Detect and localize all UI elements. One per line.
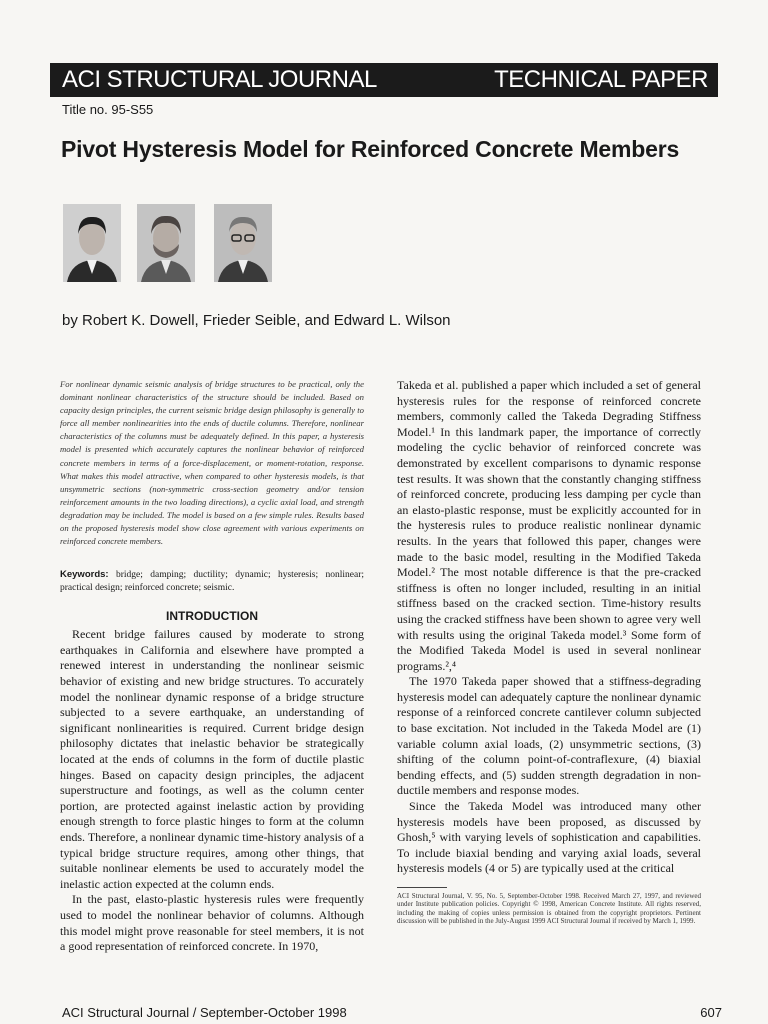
right-column (397, 378, 701, 926)
title-number: Title no. 95-S55 (62, 102, 154, 117)
author-photo-seible (137, 204, 195, 282)
author-line: by Robert K. Dowell, Frieder Seible, and Edward L. Wilson (62, 312, 451, 329)
paragraph: In the past, elasto-plastic hysteresis rules were frequently used to model the nonlinear behavior of columns. Although this model might prove reasonable for steel members, it is not a good representation of reinforced concrete. In 1970, (60, 892, 364, 954)
author-photo-wilson (214, 204, 272, 282)
left-column (60, 378, 364, 955)
footnote-divider (397, 887, 447, 888)
keywords (60, 568, 364, 595)
keywords-list: bridge; damping; ductility; dynamic; hysteresis; nonlinear; practical design; reinforced concrete; seismic. (60, 570, 364, 594)
footnote: ACI Structural Journal, V. 95, No. 5, September-October 1998. Received March 27, 1997, and reviewed under Institute publication policies. Copyright © 1998, American Concrete Institute. All rights reserved, including the making of copies unless permission is obtained from the copyright proprietors. Pertinent discussion will be published in the July-August 1999 ACI Structural Journal if received by March 1, 1999. (397, 892, 701, 926)
page-number: 607 (700, 1005, 722, 1020)
author-photo-dowell (63, 204, 121, 282)
paper-type: TECHNICAL PAPER (494, 66, 708, 93)
keywords-label: Keywords: (60, 569, 109, 581)
paragraph: The 1970 Takeda paper showed that a stiffness-degrading hysteresis model can adequately capture the nonlinear dynamic response of a reinforced concrete cantilever column subjected to base excitation. Not included in the Takeda Model are (1) variable column axial loads, (2) unsymmetric sections, (3) shifting of the column point-of-contraflexure, (4) biaxial bending effects, and (5) sudden strength degradation in non-ductile members and response modes. (397, 674, 701, 798)
journal-banner (50, 63, 718, 97)
paragraph: Recent bridge failures caused by moderate to strong earthquakes in California and elsewhere have prompted a renewed interest in understanding the nonlinear seismic behavior of existing and new bridge structures. To accurately model the nonlinear dynamic response of a bridge structure subjected to a severe earthquake, an understanding of significant nonlinearities is required. Current bridge design philosophy dictates that inelastic behavior be strategically located at the ends of columns in the form of ductile plastic hinges. Based on capacity design principles, the adjacent superstructure and footings, as well as the column center portion, are protected against inelastic action by providing enough strength to force plastic hinges to form at the column ends. Therefore, a nonlinear dynamic time-history analysis of a typical bridge structure requires, among other things, that suitable nonlinear elements be used to accurately model the inelastic action expected at the column ends. (60, 627, 364, 891)
journal-name: ACI STRUCTURAL JOURNAL (62, 66, 377, 93)
paper-title: Pivot Hysteresis Model for Reinforced Concrete Members (61, 136, 680, 162)
footer-journal: ACI Structural Journal / September-October 1998 (62, 1005, 347, 1020)
section-heading-introduction: INTRODUCTION (166, 609, 258, 624)
paragraph: Since the Takeda Model was introduced many other hysteresis models have been proposed, as discussed by Ghosh,⁵ with varying levels of sophistication and capabilities. To include biaxial bending and varying axial loads, several hysteresis models (4 or 5) are typically used at the critical (397, 799, 701, 876)
abstract: For nonlinear dynamic seismic analysis of bridge structures to be practical, only the dominant nonlinear characteristics of the structure should be included. Based on capacity design principles, the current seismic bridge design philosophy is generally to force all member nonlinearities into the ends of ductile columns. Therefore, nonlinear characteristics of the columns must be adequately defined. In this paper, a hysteresis model is presented which accurately captures the nonlinear behavior of reinforced concrete members in terms of a force-displacement, or moment-rotation, response. What makes this model attractive, when compared to other hysteresis models, is that unsymmetric sections (non-symmetric cross-section geometry and/or tension reinforcement amounts in the two loading directions), a cyclic axial load, and strength degradation may be included. The model is based on a few simple rules. Results based on the proposed hysteresis model show close agreement with various experiments on reinforced concrete members. (60, 379, 364, 547)
paragraph: Takeda et al. published a paper which included a set of general hysteresis rules for the response of reinforced concrete members, commonly called the Takeda Degrading Stiffness Model.¹ In this landmark paper, the importance of correctly modeling the cyclic behavior of reinforced concrete was demonstrated by excellent comparisons to dynamic response test results. It was shown that the constantly changing stiffness of reinforced concrete, producing less damping per cycle than an elasto-plastic response, must be explicitly accounted for in the hysteresis rules to produce realistic nonlinear dynamic results. In the years that followed this paper, changes were made to the basic model, resulting in the Modified Takeda Model.² The most notable difference is that the pre-cracked stiffness is often no longer included, resulting in an initial stiffness based on the cracked section. Time-history results using the cracked stiffness have been shown to agree very well with results using the original Takeda model.³ Some form of the Modified Takeda Model is used in several nonlinear programs.²,⁴ (397, 378, 701, 673)
